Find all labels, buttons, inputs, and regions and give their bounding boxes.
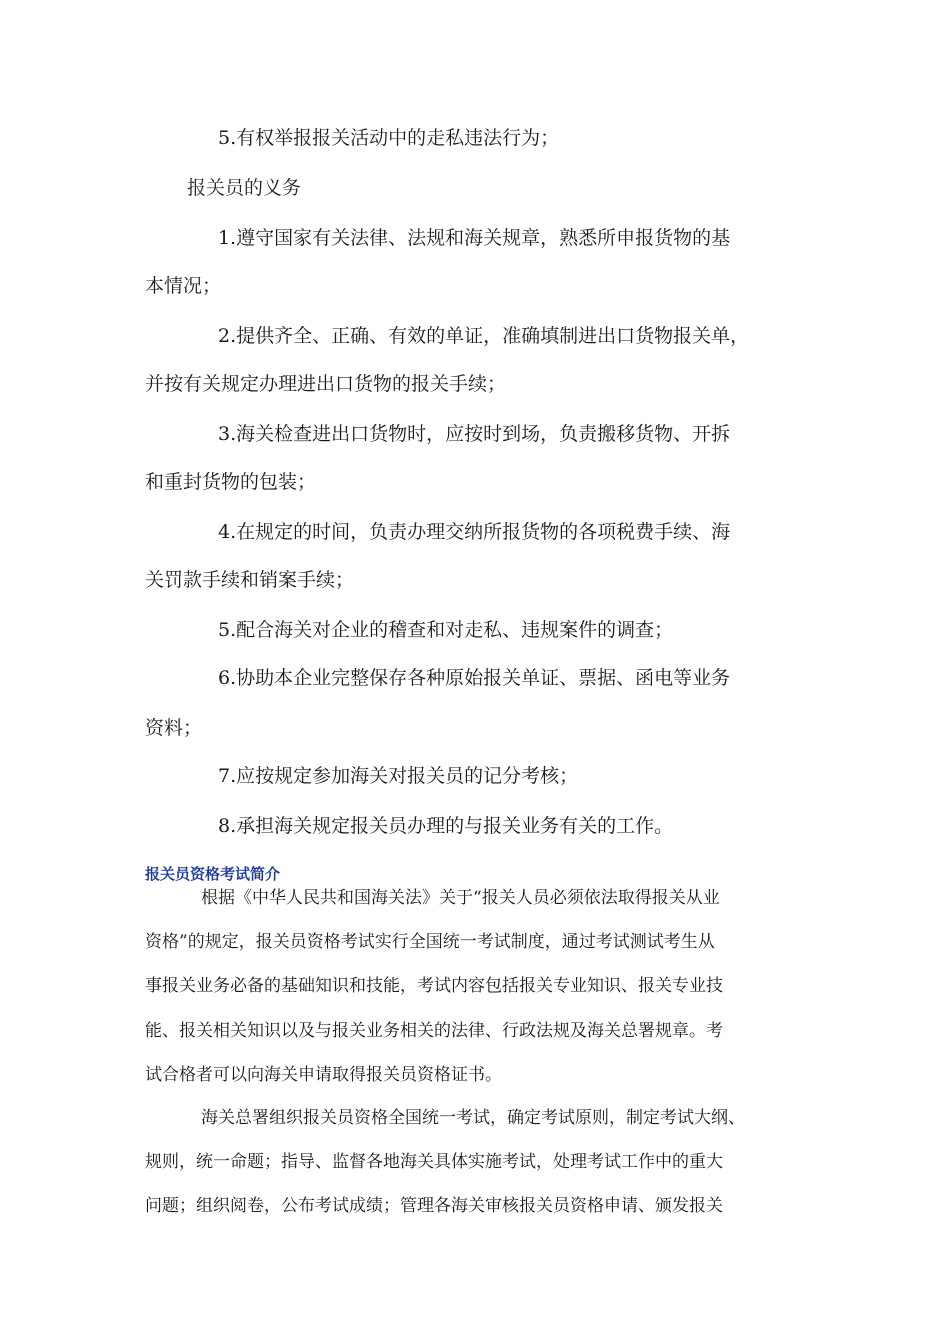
duties-item-5: 5.配合海关对企业的稽查和对走私、违规案件的调查； bbox=[218, 619, 674, 641]
duties-item-8: 8.承担海关规定报关员办理的与报关业务有关的工作。 bbox=[218, 815, 674, 837]
duties-item-6-line-1: 6.协助本企业完整保存各种原始报关单证、票据、函电等业务 bbox=[218, 667, 731, 689]
duties-item-6-line-2: 资料； bbox=[145, 717, 203, 739]
duties-item-1-line-1: 1.遵守国家有关法律、法规和海关规章，熟悉所申报货物的基 bbox=[218, 227, 731, 249]
exam-para1-line: 资格”的规定，报关员资格考试实行全国统一考试制度，通过考试测试考生从 bbox=[145, 932, 715, 952]
duties-item-7: 7.应按规定参加海关对报关员的记分考核； bbox=[218, 765, 579, 787]
exam-para1-line: 试合格者可以向海关申请取得报关员资格证书。 bbox=[145, 1065, 502, 1085]
duties-item-4-line-2: 关罚款手续和销案手续； bbox=[145, 569, 355, 591]
duties-item-3-line-1: 3.海关检查进出口货物时，应按时到场，负责搬移货物、开拆 bbox=[218, 423, 731, 445]
exam-para1-line: 能、报关相关知识以及与报关业务相关的法律、行政法规及海关总署规章。考 bbox=[145, 1021, 723, 1041]
exam-heading: 报关员资格考试简介 bbox=[145, 865, 281, 883]
duties-item-2-line-2: 并按有关规定办理进出口货物的报关手续； bbox=[145, 373, 507, 395]
duties-item-2-line-1: 2.提供齐全、正确、有效的单证，准确填制进出口货物报关单， bbox=[218, 325, 750, 347]
rights-item-5: 5.有权举报报关活动中的走私违法行为； bbox=[218, 127, 560, 149]
duties-heading: 报关员的义务 bbox=[187, 177, 302, 199]
exam-para2-line: 规则，统一命题；指导、监督各地海关具体实施考试，处理考试工作中的重大 bbox=[145, 1152, 723, 1172]
duties-item-3-line-2: 和重封货物的包装； bbox=[145, 471, 317, 493]
duties-item-4-line-1: 4.在规定的时间，负责办理交纳所报货物的各项税费手续、海 bbox=[218, 521, 731, 543]
duties-item-1-line-2: 本情况； bbox=[145, 275, 222, 297]
exam-para1-line: 根据《中华人民共和国海关法》关于“报关人员必须依法取得报关从业 bbox=[201, 888, 720, 908]
exam-para1-line: 事报关业务必备的基础知识和技能，考试内容包括报关专业知识、报关专业技 bbox=[145, 976, 723, 996]
exam-para2-line: 海关总署组织报关员资格全国统一考试，确定考试原则，制定考试大纲、 bbox=[201, 1108, 745, 1128]
exam-para2-line: 问题；组织阅卷，公布考试成绩；管理各海关审核报关员资格申请、颁发报关 bbox=[145, 1196, 723, 1216]
